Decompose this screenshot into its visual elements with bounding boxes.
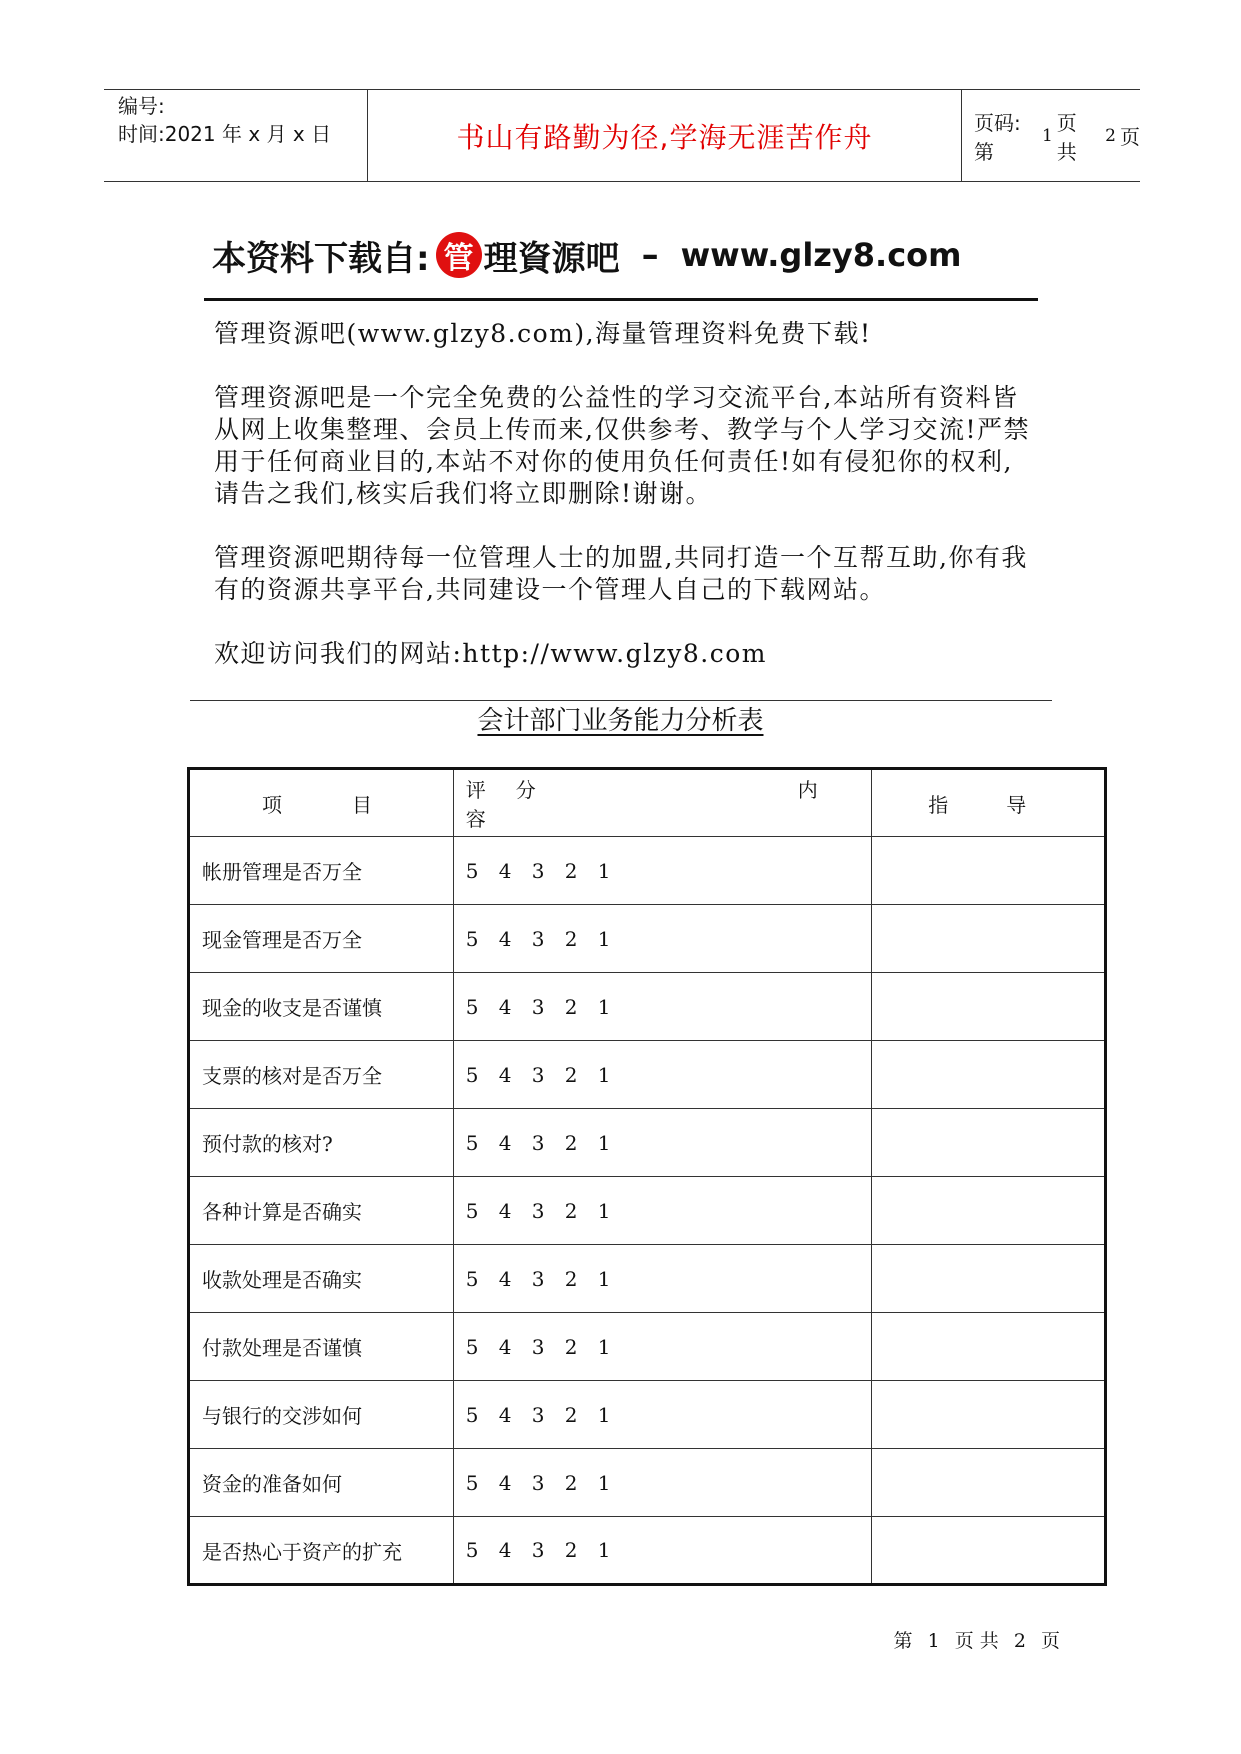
score-option[interactable]: 2	[564, 926, 578, 951]
table-row	[189, 1109, 1106, 1177]
score-option[interactable]: 4	[498, 1538, 512, 1562]
header-guide-char-1: 指	[928, 792, 949, 817]
score-option[interactable]: 2	[564, 994, 578, 1019]
header-item-char-2: 目	[352, 792, 372, 817]
banner-site-name: 理資源吧	[483, 238, 620, 279]
score-option[interactable]: 5	[465, 1062, 479, 1087]
score-option[interactable]: 2	[564, 1130, 578, 1155]
table-row	[189, 1381, 1106, 1449]
score-option[interactable]: 4	[498, 858, 512, 883]
score-option[interactable]: 3	[531, 1062, 545, 1087]
score-option[interactable]: 3	[531, 1130, 545, 1155]
row-guide-cell[interactable]	[872, 1381, 1106, 1449]
row-score-options	[453, 1109, 871, 1177]
row-score-options	[453, 1517, 871, 1585]
score-option[interactable]: 1	[597, 1470, 611, 1495]
row-item-label: 资金的准备如何	[189, 1449, 454, 1517]
score-option[interactable]: 1	[597, 1266, 611, 1291]
row-item-label: 是否热心于资产的扩充	[189, 1517, 454, 1585]
row-score-options	[453, 1041, 871, 1109]
row-guide-cell[interactable]	[872, 1109, 1106, 1177]
score-option[interactable]: 5	[465, 926, 479, 951]
footer-suffix: 页	[1040, 1630, 1060, 1652]
score-option[interactable]: 5	[465, 1538, 479, 1562]
row-guide-cell[interactable]	[872, 1449, 1106, 1517]
score-option[interactable]: 4	[498, 1470, 512, 1495]
analysis-table	[187, 767, 1107, 1586]
score-option[interactable]: 1	[597, 1334, 611, 1359]
page-footer	[0, 1626, 1060, 1653]
row-score-options	[453, 1449, 871, 1517]
banner-prefix: 本资料下载自:	[212, 238, 430, 279]
score-option[interactable]: 1	[597, 1198, 611, 1223]
header-score-char-2: 分	[515, 778, 536, 802]
notice-paragraph-3: 管理资源吧期待每一位管理人士的加盟,共同打造一个互帮互助,你有我有的资源共享平台,共同建设一个管理人自己的下载网站。	[214, 543, 1028, 604]
row-guide-cell[interactable]	[872, 1177, 1106, 1245]
banner-dash: –	[641, 235, 659, 275]
document-code-label: 编号:	[118, 94, 165, 118]
score-option[interactable]: 5	[465, 994, 479, 1019]
row-score-options	[453, 905, 871, 973]
score-option[interactable]: 3	[531, 1334, 545, 1359]
row-guide-cell[interactable]	[872, 973, 1106, 1041]
row-item-label: 收款处理是否确实	[189, 1245, 454, 1313]
score-option[interactable]: 3	[531, 994, 545, 1019]
score-option[interactable]: 1	[597, 1130, 611, 1155]
form-title-text: 会计部门业务能力分析表	[477, 706, 764, 736]
row-guide-cell[interactable]	[872, 1245, 1106, 1313]
header-item	[189, 769, 454, 837]
score-option[interactable]: 1	[597, 1402, 611, 1427]
header-meta	[104, 90, 368, 181]
page-total: 2	[1105, 125, 1116, 146]
score-option[interactable]: 2	[564, 1062, 578, 1087]
score-option[interactable]: 2	[564, 1198, 578, 1223]
row-score-options	[453, 837, 871, 905]
notice-paragraph-4: 欢迎访问我们的网站:http://www.glzy8.com	[214, 639, 767, 668]
score-option[interactable]: 1	[597, 994, 611, 1019]
score-option[interactable]: 5	[465, 1402, 479, 1427]
banner-divider	[204, 298, 1038, 301]
header-guide-char-2: 导	[1006, 792, 1027, 817]
form-title	[0, 700, 1241, 742]
score-option[interactable]: 5	[465, 1334, 479, 1359]
table-row	[189, 837, 1106, 905]
score-option[interactable]: 3	[531, 926, 545, 951]
row-score-options	[453, 1313, 871, 1381]
score-option[interactable]: 5	[465, 1130, 479, 1155]
header-item-char-1: 项	[262, 792, 282, 817]
score-option[interactable]: 1	[597, 858, 611, 883]
row-guide-cell[interactable]	[872, 905, 1106, 973]
score-option[interactable]: 5	[465, 858, 479, 883]
row-item-label: 支票的核对是否万全	[189, 1041, 454, 1109]
row-item-label: 现金的收支是否谨慎	[189, 973, 454, 1041]
table-row	[189, 1245, 1106, 1313]
score-option[interactable]: 4	[498, 926, 512, 951]
table-row	[189, 1177, 1106, 1245]
notice-paragraph-1: 管理资源吧(www.glzy8.com),海量管理资料免费下载!	[214, 319, 872, 348]
score-option[interactable]: 5	[465, 1266, 479, 1291]
header-content-char-2: 容	[465, 807, 486, 831]
banner-url[interactable]: www.glzy8.com	[680, 236, 962, 274]
row-item-label: 各种计算是否确实	[189, 1177, 454, 1245]
table-row	[189, 1449, 1106, 1517]
row-item-label: 与银行的交涉如何	[189, 1381, 454, 1449]
footer-page-total: 2	[1013, 1630, 1026, 1652]
page-mid: 页 共	[1056, 110, 1077, 164]
footer-page-current: 1	[927, 1630, 940, 1652]
score-option[interactable]: 4	[498, 994, 512, 1019]
row-item-label: 现金管理是否万全	[189, 905, 454, 973]
row-guide-cell[interactable]	[872, 837, 1106, 905]
document-date: 时间:2021 年 x 月 x 日	[118, 122, 332, 146]
table-header-row	[189, 769, 1106, 837]
header-motto: 书山有路勤为径,学海无涯苦作舟	[368, 90, 962, 181]
page-suffix: 页	[1120, 125, 1140, 149]
row-score-options	[453, 973, 871, 1041]
row-score-options	[453, 1177, 871, 1245]
row-item-label: 付款处理是否谨慎	[189, 1313, 454, 1381]
header-score-char-1: 评	[465, 778, 486, 802]
table-row	[189, 1041, 1106, 1109]
page-current: 1	[1041, 125, 1053, 146]
score-option[interactable]: 3	[531, 1538, 545, 1562]
row-score-options	[453, 1381, 871, 1449]
score-option[interactable]: 3	[531, 858, 545, 883]
score-option[interactable]: 3	[531, 1470, 545, 1495]
site-logo-icon: 管	[436, 232, 482, 278]
row-item-label: 预付款的核对?	[189, 1109, 454, 1177]
document-header	[104, 89, 1140, 182]
score-option[interactable]: 2	[564, 1470, 578, 1495]
footer-prefix: 第	[893, 1630, 913, 1652]
score-option[interactable]: 5	[465, 1198, 479, 1223]
header-content-char-1: 内	[797, 778, 818, 802]
score-option[interactable]: 3	[531, 1266, 545, 1291]
row-guide-cell[interactable]	[872, 1041, 1106, 1109]
score-option[interactable]: 2	[564, 858, 578, 883]
page-prefix: 页码:第	[974, 110, 1021, 164]
table-row	[189, 905, 1106, 973]
row-guide-cell[interactable]	[872, 1313, 1106, 1381]
download-banner	[212, 225, 1072, 285]
score-option[interactable]: 1	[597, 926, 611, 951]
score-option[interactable]: 3	[531, 1198, 545, 1223]
score-option[interactable]: 4	[498, 1266, 512, 1291]
score-option[interactable]: 2	[564, 1402, 578, 1427]
score-option[interactable]: 1	[597, 1538, 611, 1562]
score-option[interactable]: 4	[498, 1198, 512, 1223]
score-option[interactable]: 1	[597, 1062, 611, 1087]
score-option[interactable]: 5	[465, 1470, 479, 1495]
header-score-content	[453, 769, 871, 837]
score-option[interactable]: 4	[498, 1402, 512, 1427]
row-item-label: 帐册管理是否万全	[189, 837, 454, 905]
row-score-options	[453, 1245, 871, 1313]
table-row	[189, 973, 1106, 1041]
score-option[interactable]: 2	[564, 1334, 578, 1359]
score-option[interactable]: 4	[498, 1334, 512, 1359]
score-option[interactable]: 4	[498, 1130, 512, 1155]
score-option[interactable]: 2	[564, 1266, 578, 1291]
table-row	[189, 1517, 1106, 1585]
footer-mid: 页 共	[954, 1630, 999, 1652]
header-guide	[872, 769, 1106, 837]
score-option[interactable]: 3	[531, 1402, 545, 1427]
row-guide-cell[interactable]	[872, 1517, 1106, 1585]
table-body	[189, 837, 1106, 1585]
notice-paragraph-2: 管理资源吧是一个完全免费的公益性的学习交流平台,本站所有资料皆从网上收集整理、会员上传而来,仅供参考、教学与个人学习交流!严禁用于任何商业目的,本站不对你的使用负任何责任!如有侵犯你的权利,请告之我们,核实后我们将立即删除!谢谢。	[214, 383, 1030, 508]
table-row	[189, 1313, 1106, 1381]
header-page-number	[962, 90, 1140, 181]
score-option[interactable]: 4	[498, 1062, 512, 1087]
score-option[interactable]: 2	[564, 1538, 578, 1562]
